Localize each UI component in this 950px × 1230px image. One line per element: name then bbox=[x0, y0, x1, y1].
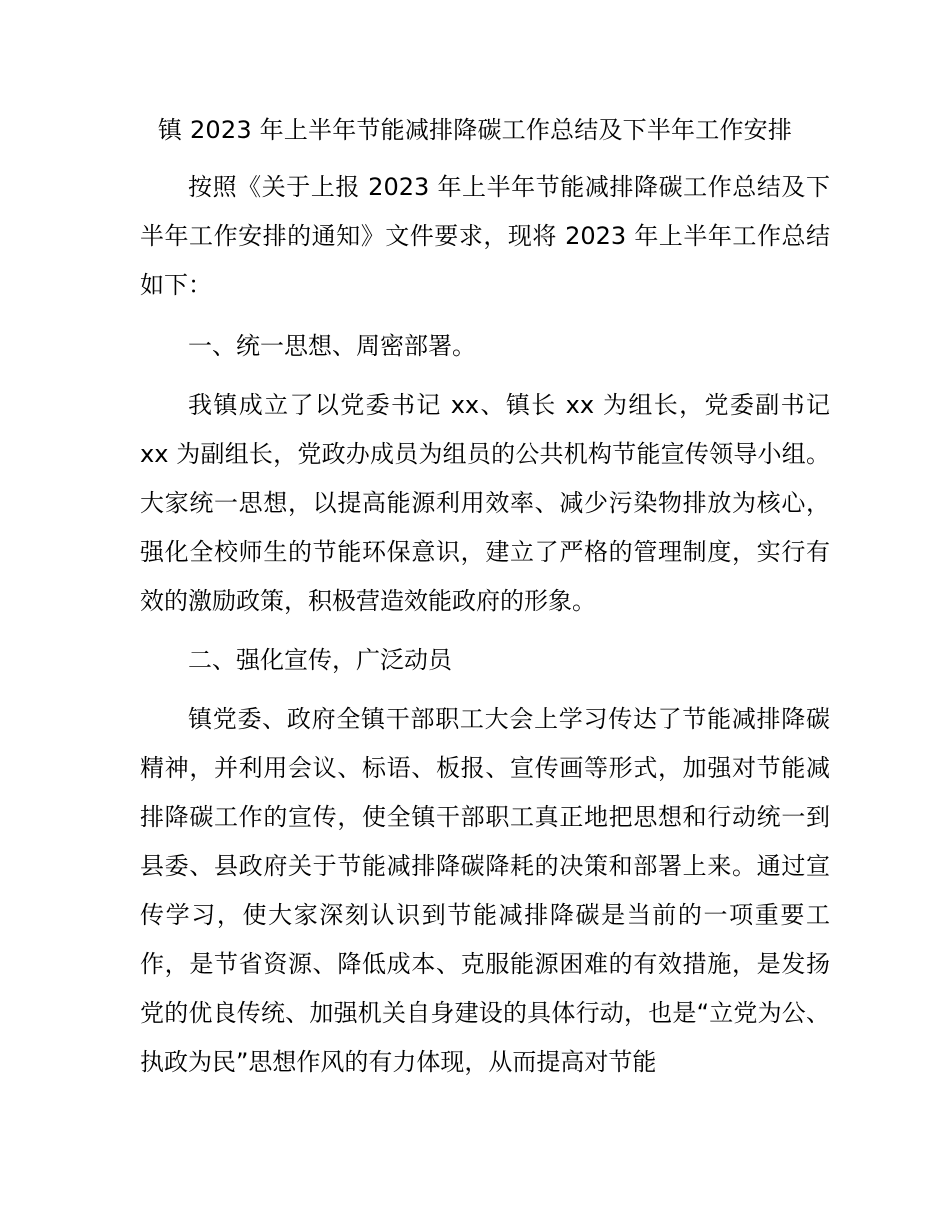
section-2-heading: 二、强化宣传，广泛动员 bbox=[188, 646, 452, 674]
section-2-paragraph: 镇党委、政府全镇干部职工大会上学习传达了节能减排降碳精神，并利用会议、标语、板报、宣传画等形式，加强对节能减排降碳工作的宣传，使全镇干部职工真正地把思想和行动统一到县委、县政府关于节能减排降碳降耗的决策和部署上来。通过宣传学习，使大家深刻认识到节能减排降碳是当前的一项重要工作，是节省资源、降低成本、克服能源困难的有效措施，是发扬党的优良传统、加强机关自身建设的具体行动，也是“立党为公、执政为民”思想作风的有力体现，从而提高对节能 bbox=[140, 705, 830, 1076]
section-1-paragraph: 我镇成立了以党委书记 xx、镇长 xx 为组长，党委副书记 xx 为副组长，党政办成员为组员的公共机构节能宣传领导小组。大家统一思想，以提高能源利用效率、减少污染物排放为核心，强化全校师生的节能环保意识，建立了严格的管理制度，实行有效的激励政策，积极营造效能政府的形象。 bbox=[140, 391, 830, 615]
document-title: 镇 2023 年上半年节能减排降碳工作总结及下半年工作安排 bbox=[157, 116, 793, 144]
intro-paragraph: 按照《关于上报 2023 年上半年节能减排降碳工作总结及下半年工作安排的通知》文件要求，现将 2023 年上半年工作总结如下： bbox=[140, 173, 830, 299]
section-1-heading: 一、统一思想、周密部署。 bbox=[188, 332, 476, 360]
